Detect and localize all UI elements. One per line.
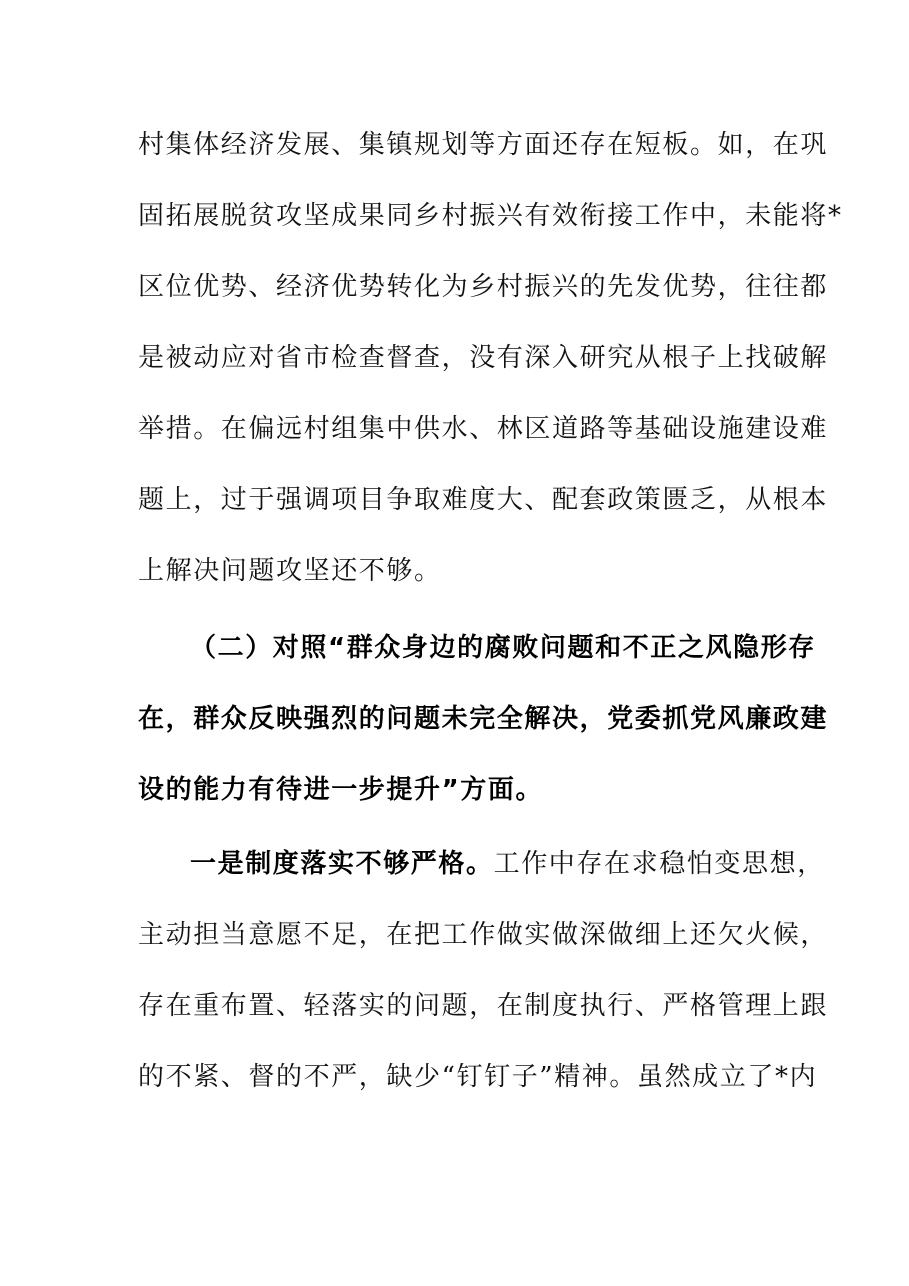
body-text-line: 村集体经济发展、集镇规划等方面还存在短板。如，在巩 [138,130,829,160]
body-text-line: 是被动应对省市检查督查，没有深入研究从根子上找破解 [138,343,829,373]
section-heading-line: 设的能力有待进一步提升”方面。 [138,775,544,805]
body-text-line: 举措。在偏远村组集中供水、林区道路等基础设施建设难 [138,414,829,444]
paragraph-lead-bold: 一是制度落实不够严格。 [190,849,494,879]
body-text-line: 题上，过于强调项目争取难度大、配套政策匮乏，从根本 [138,485,829,515]
body-text-line: 主动担当意愿不足，在把工作做实做深做细上还欠火候， [138,920,829,950]
body-text-line: 上解决问题攻坚还不够。 [138,556,442,586]
body-text-line: 固拓展脱贫攻坚成果同乡村振兴有效衔接工作中，未能将* [138,201,843,231]
paragraph-first-line [190,844,825,884]
body-text-line: 的不紧、督的不严，缺少“钉钉子”精神。虽然成立了*内 [138,1062,818,1092]
body-text-line: 区位优势、经济优势转化为乡村振兴的先发优势，往往都 [138,272,829,302]
section-heading-line: 在，群众反映强烈的问题未完全解决，党委抓党风廉政建 [138,704,829,734]
paragraph-lead-rest: 工作中存在求稳怕变思想， [493,849,825,879]
body-text-line: 存在重布置、轻落实的问题，在制度执行、严格管理上跟 [138,991,829,1021]
section-heading-line: （二）对照“群众身边的腐败问题和不正之风隐形存 [190,633,816,663]
